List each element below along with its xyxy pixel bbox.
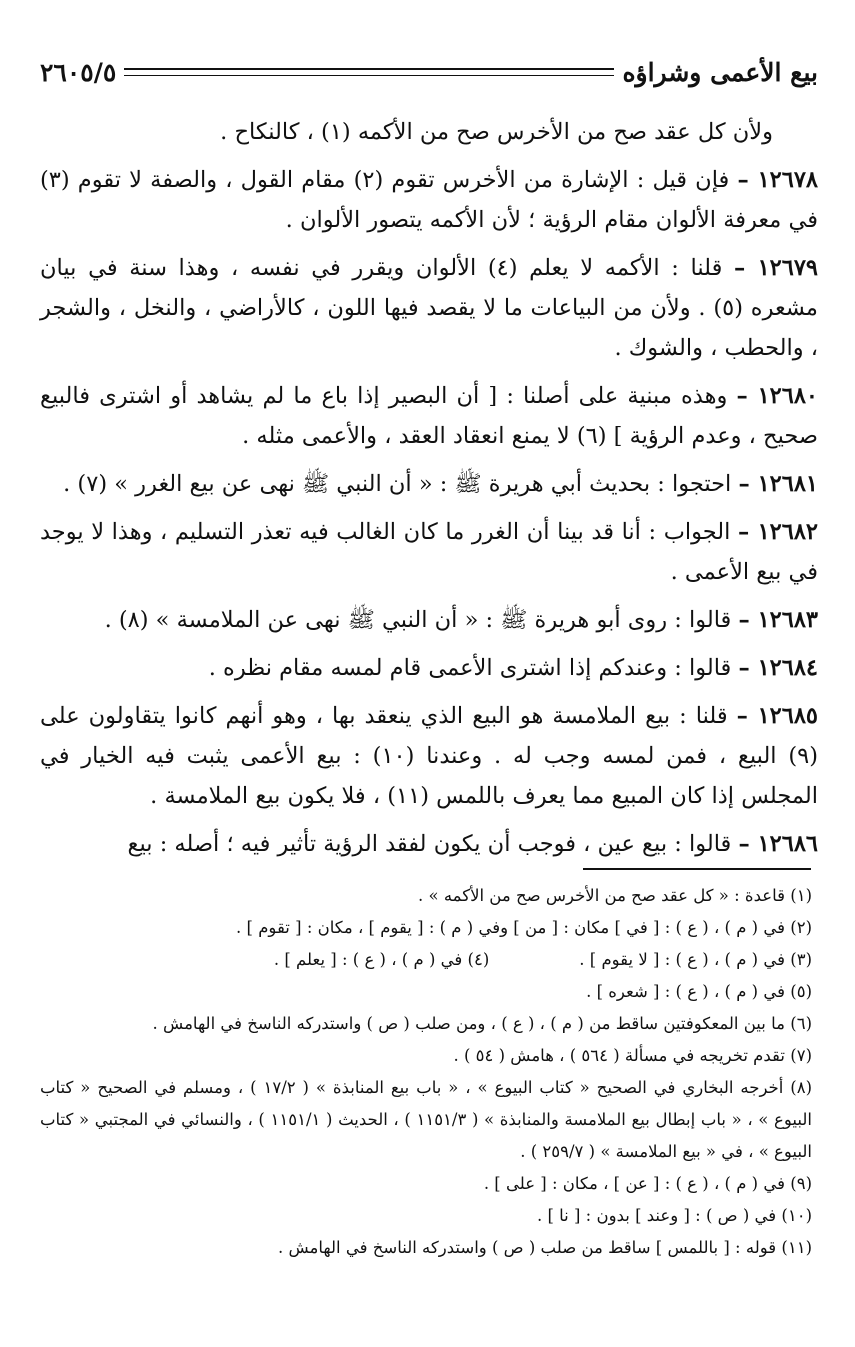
chapter-title: بيع الأعمى وشراؤه xyxy=(622,57,818,87)
paragraph-text: الجواب : أنا قد بينا أن الغرر ما كان الغالب فيه تعذر التسليم ، وهذا لا يوجد في بيع الأعمى . xyxy=(40,519,818,585)
paragraph: ولأن كل عقد صح من الأخرس صح من الأكمه (١) ، كالنكاح . xyxy=(220,119,773,145)
footnotes xyxy=(40,880,812,1264)
issue-number: ١٢٦٨٠ – xyxy=(736,383,818,409)
paragraph xyxy=(40,376,818,456)
header-rule xyxy=(124,68,614,76)
paragraph-text: قلنا : الأكمه لا يعلم (٤) الألوان ويقرر في نفسه ، وهذا سنة في بيان مشعره (٥) . ولأن من البياعات ما لا يقصد فيها اللون ، كالأراضي ، والنخل ، والشجر ، والحطب ، والشوك . xyxy=(40,255,818,361)
paragraph xyxy=(40,696,818,816)
running-header xyxy=(40,52,818,92)
paragraph-text: قلنا : بيع الملامسة هو البيع الذي ينعقد بها ، وهو أنهم كانوا يتقاولون على (٩) البيع ، فمن لمسه وجب له . وعندنا (١٠) : بيع الأعمى يثبت فيه الخيار في المجلس إذا كان المبيع مما يعرف باللمس (١١) ، فلا يكون بيع الملامسة . xyxy=(40,703,819,809)
footnote: (١١) قوله : [ باللمس ] ساقط من صلب ( ص ) واستدركه الناسخ في الهامش . xyxy=(277,1238,812,1257)
footnote: (١٠) في ( ص ) : [ وعند ] بدون : [ نا ] . xyxy=(536,1206,812,1225)
issue-number: ١٢٦٧٩ – xyxy=(733,255,818,281)
footnote: (٤) في ( م ) ، ( ع ) : [ يعلم ] . xyxy=(273,950,490,969)
footnote: (٣) في ( م ) ، ( ع ) : [ لا يقوم ] . xyxy=(579,950,812,969)
paragraph-text: قالوا : روى أبو هريرة ﷺ : « أن النبي ﷺ نهى عن الملامسة » (٨) . xyxy=(104,607,732,633)
paragraph xyxy=(40,464,818,504)
footnote: (٥) في ( م ) ، ( ع ) : [ شعره ] . xyxy=(586,982,812,1001)
issue-number: ١٢٦٨٢ – xyxy=(738,519,819,545)
footnote: (٢) في ( م ) ، ( ع ) : [ في ] مكان : [ من ] وفي ( م ) : [ يقوم ] ، مكان : [ تقوم ] . xyxy=(236,918,812,937)
paragraph-text: قالوا : وعندكم إذا اشترى الأعمى قام لمسه مقام نظره . xyxy=(208,655,732,681)
paragraph-text: وهذه مبنية على أصلنا : [ أن البصير إذا باع ما لم يشاهد أو اشترى فالبيع صحيح ، وعدم الرؤية ] (٦) لا يمنع انعقاد العقد ، والأعمى مثله . xyxy=(40,383,818,449)
paragraph xyxy=(40,600,818,640)
issue-number: ١٢٦٨٣ – xyxy=(738,607,818,633)
issue-number: ١٢٦٨٤ – xyxy=(738,655,818,681)
footnote-gap xyxy=(489,944,579,976)
paragraph xyxy=(40,824,818,864)
footnote: (٦) ما بين المعكوفتين ساقط من ( م ) ، ( ع ) ، ومن صلب ( ص ) واستدركه الناسخ في الهامش . xyxy=(152,1014,812,1033)
issue-number: ١٢٦٨٥ – xyxy=(736,703,818,729)
paragraph xyxy=(40,248,818,368)
footnote: (٧) تقدم تخريجه في مسألة ( ٥٦٤ ) ، هامش ( ٥٤ ) . xyxy=(453,1046,812,1065)
issue-number: ١٢٦٧٨ – xyxy=(737,167,818,193)
paragraph-text: قالوا : بيع عين ، فوجب أن يكون لفقد الرؤية تأثير فيه ؛ أصله : بيع xyxy=(127,831,732,857)
paragraph-text: فإن قيل : الإشارة من الأخرس تقوم (٢) مقام القول ، والصفة لا تقوم (٣) في معرفة الألوان مقام الرؤية ؛ لأن الأكمه يتصور الألوان . xyxy=(40,167,818,233)
footnote-row xyxy=(40,944,812,976)
issue-number: ١٢٦٨١ – xyxy=(738,471,818,497)
footnote: (٩) في ( م ) ، ( ع ) : [ عن ] ، مكان : [ على ] . xyxy=(483,1174,812,1193)
paragraph xyxy=(40,512,818,592)
footnote: (٨) أخرجه البخاري في الصحيح « كتاب البيوع » ، « باب بيع المنابذة » ( ١٧/٢ ) ، ومسلم في الصحيح « كتاب البيوع » ، « باب إبطال بيع الملامسة والمنابذة » ( ١١٥١/٣ ) ، الحديث ( ١١٥١/١ ) ، والنسائي في المجتبي « كتاب البيوع » ، في « بيع الملامسة » ( ٢٥٩/٧ ) . xyxy=(40,1078,812,1161)
paragraph-text: احتجوا : بحديث أبي هريرة ﷺ : « أن النبي ﷺ نهى عن بيع الغرر » (٧) . xyxy=(63,471,732,497)
issue-number: ١٢٦٨٦ – xyxy=(738,831,818,857)
main-text xyxy=(40,112,818,872)
paragraph xyxy=(40,648,818,688)
page-number: ٢٦٠٥/٥ xyxy=(40,57,117,87)
paragraph xyxy=(40,160,818,240)
footnote: (١) قاعدة : « كل عقد صح من الأخرس صح من الأكمه » . xyxy=(418,886,812,905)
footnote-separator xyxy=(583,868,811,870)
